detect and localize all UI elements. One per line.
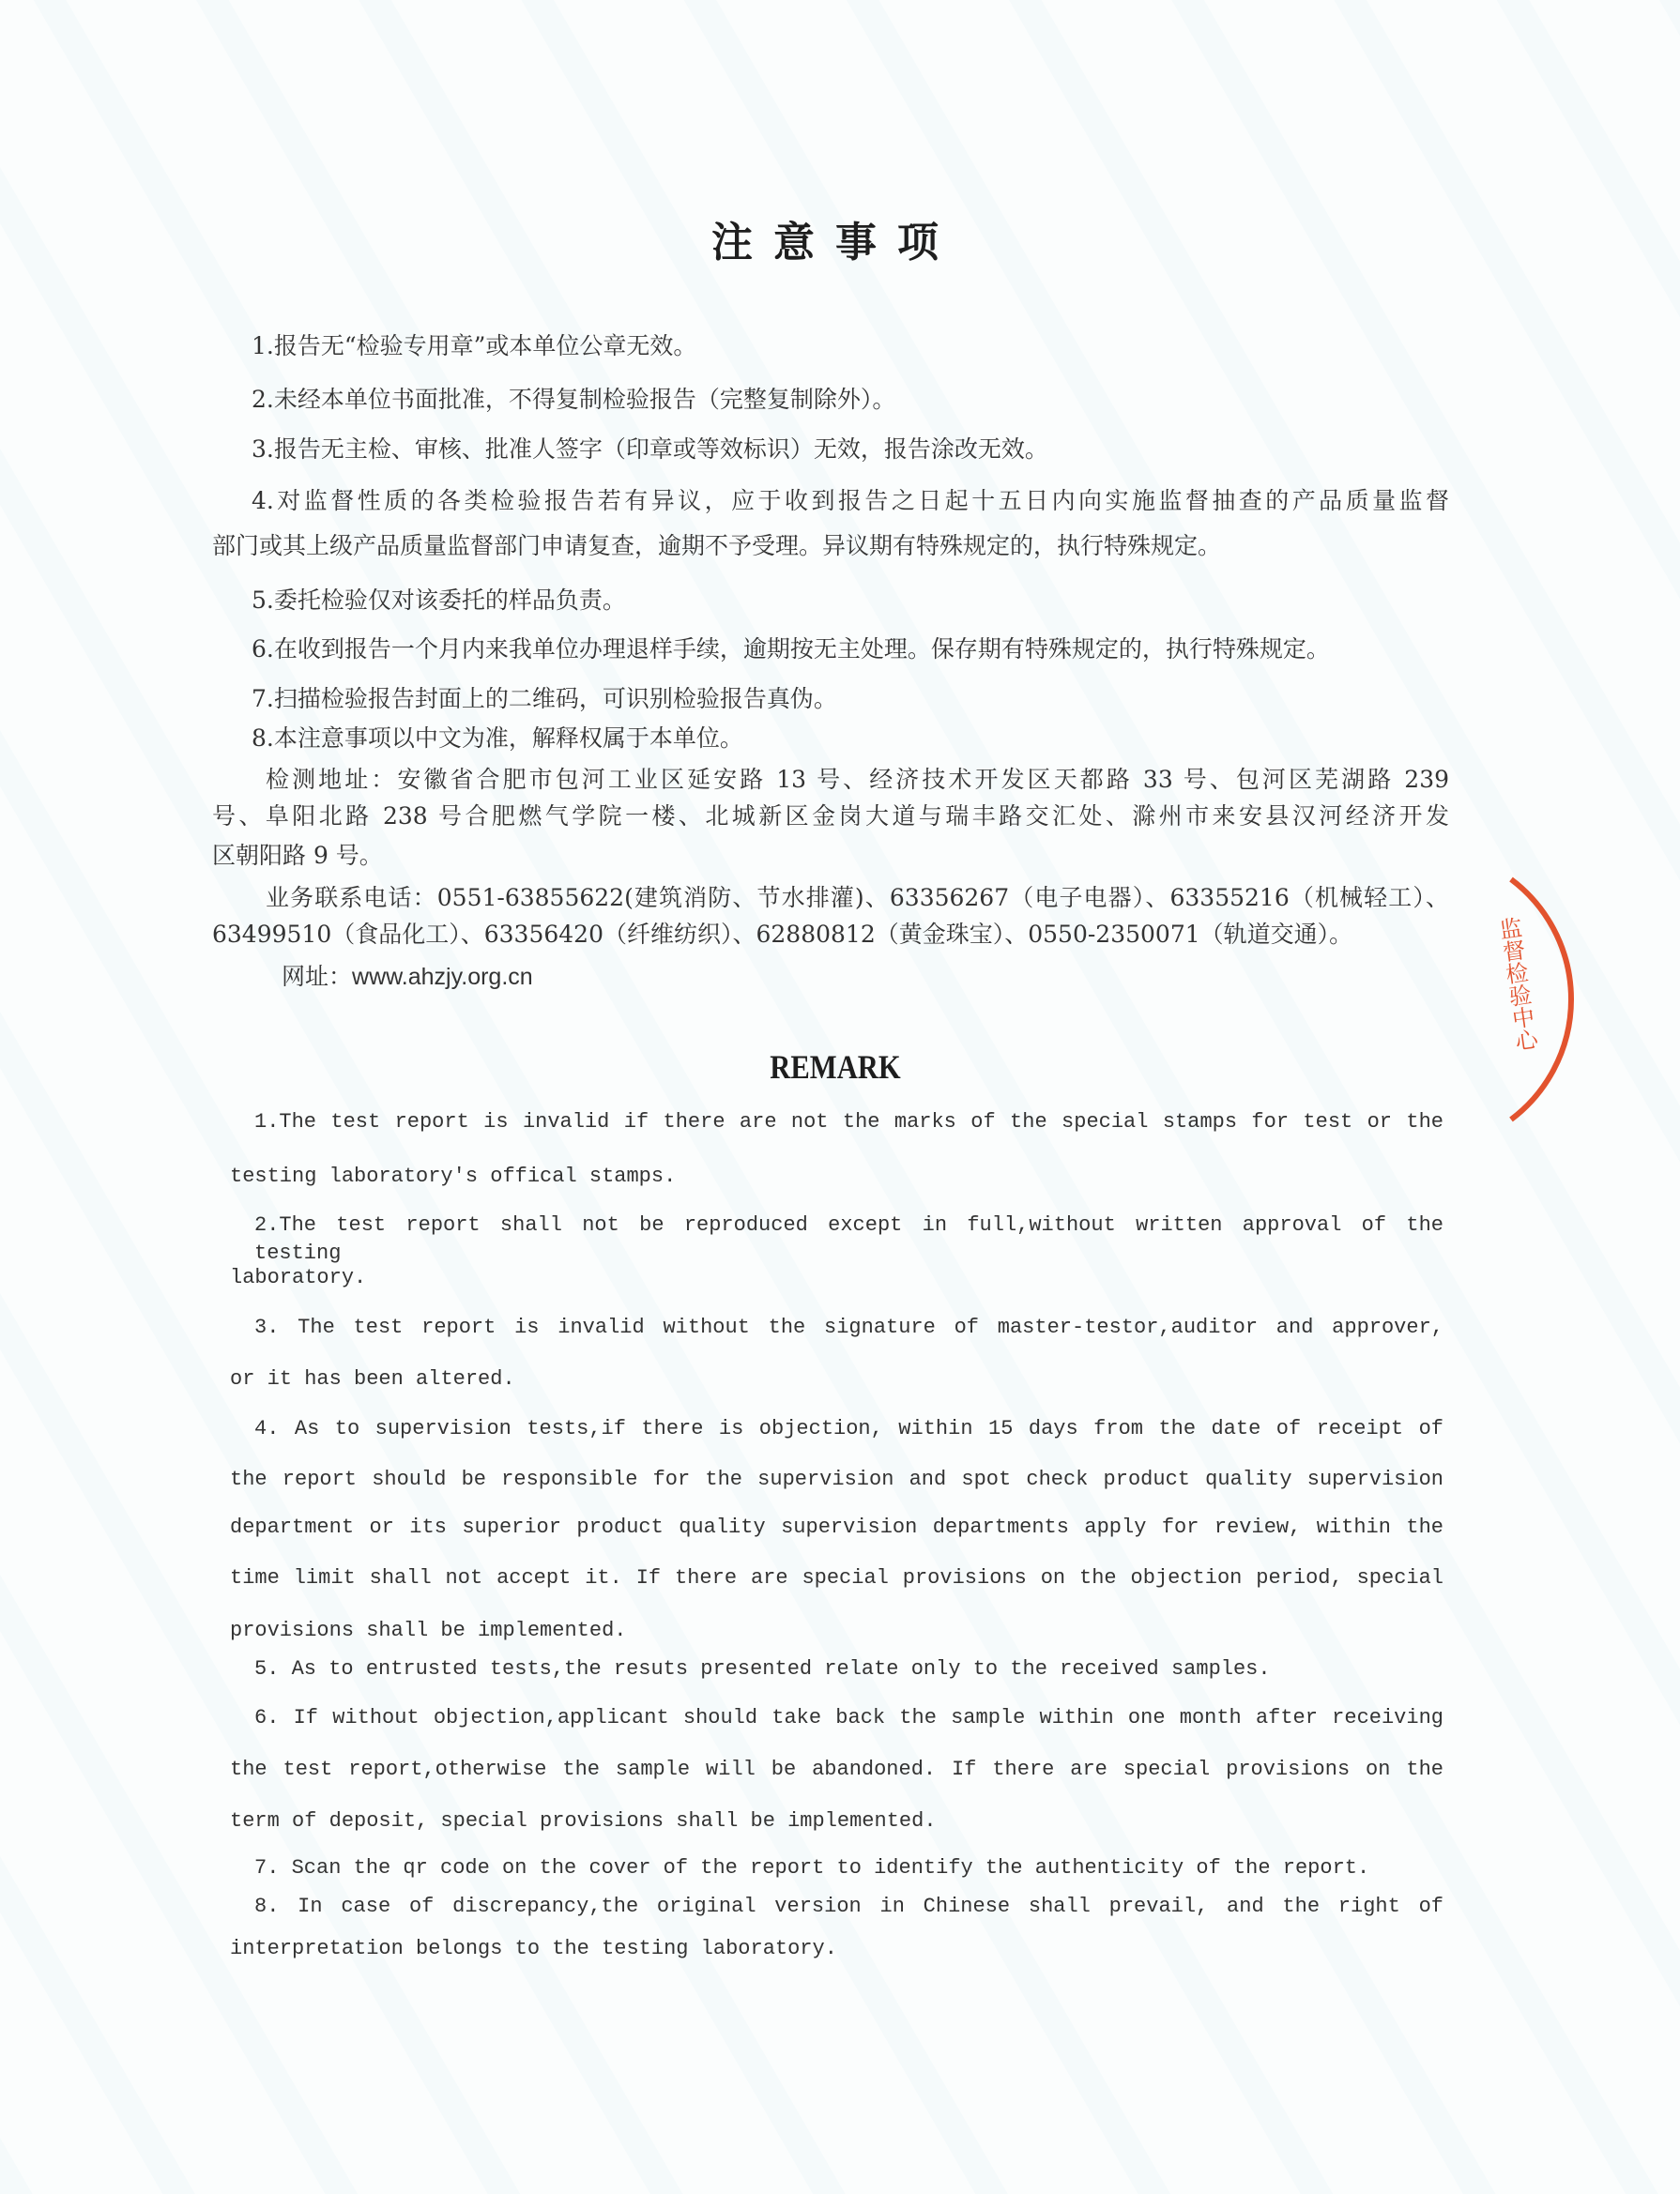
remark-item-line: department or its superior product quality supervision departments apply for review, within the bbox=[230, 1516, 1443, 1539]
notice-item-line: 8.本注意事项以中文为准，解释权属于本单位。 bbox=[252, 724, 743, 752]
remark-item-line: or it has been altered. bbox=[230, 1367, 515, 1391]
remark-item-line: 1.The test report is invalid if there are not the marks of the special stamps for test or the bbox=[254, 1110, 1443, 1134]
remark-item-line: time limit shall not accept it. If there are special provisions on the objection period, special bbox=[230, 1566, 1443, 1590]
address-line: 检测地址：安徽省合肥市包河工业区延安路 13 号、经济技术开发区天都路 33 号、包河区芜湖路 239 bbox=[266, 766, 1449, 793]
address-line: 区朝阳路 9 号。 bbox=[212, 842, 383, 869]
address-line: 号、阜阳北路 238 号合肥燃气学院一楼、北城新区金岗大道与瑞丰路交汇处、滁州市来安县汉河经济开发 bbox=[212, 802, 1449, 830]
notice-item-line: 部门或其上级产品质量监督部门申请复查，逾期不予受理。异议期有特殊规定的，执行特殊规定。 bbox=[212, 532, 1222, 559]
remark-item-line: interpretation belongs to the testing laboratory. bbox=[230, 1937, 837, 1960]
remark-title: REMARK bbox=[770, 1048, 901, 1086]
website-label: 网址： bbox=[282, 963, 353, 990]
notice-item-line: 4.对监督性质的各类检验报告若有异议，应于收到报告之日起十五日内向实施监督抽查的产品质量监督 bbox=[252, 487, 1449, 514]
remark-item-line: 5. As to entrusted tests,the resuts presented relate only to the received samples. bbox=[254, 1657, 1271, 1681]
notice-title: 注意事项 bbox=[711, 219, 959, 267]
remark-item-line: 6. If without objection,applicant should take back the sample within one month after receiving bbox=[254, 1706, 1443, 1729]
notice-item-line: 5.委托检验仅对该委托的样品负责。 bbox=[252, 587, 626, 614]
remark-item-line: 3. The test report is invalid without the signature of master-testor,auditor and approver, bbox=[254, 1316, 1443, 1339]
remark-item-line: term of deposit, special provisions shall be implemented. bbox=[230, 1809, 937, 1833]
notice-item-line: 1.报告无“检验专用章”或本单位公章无效。 bbox=[252, 332, 697, 359]
website-url[interactable]: www.ahzjy.org.cn bbox=[352, 964, 533, 990]
official-seal-stamp bbox=[1493, 868, 1680, 1131]
website-line bbox=[282, 961, 533, 993]
svg-text:监督检验中心: 监督检验中心 bbox=[1493, 915, 1539, 1054]
notice-item-line: 7.扫描检验报告封面上的二维码，可识别检验报告真伪。 bbox=[252, 685, 837, 712]
remark-item-line: provisions shall be implemented. bbox=[230, 1619, 627, 1642]
notice-item-line: 2.未经本单位书面批准，不得复制检验报告（完整复制除外）。 bbox=[252, 386, 896, 413]
remark-item-line: laboratory. bbox=[230, 1266, 367, 1289]
remark-item-line: testing laboratory's offical stamps. bbox=[230, 1165, 677, 1188]
notice-item-line: 3.报告无主检、审核、批准人签字（印章或等效标识）无效，报告涂改无效。 bbox=[252, 435, 1048, 463]
notice-item-line: 6.在收到报告一个月内来我单位办理退样手续，逾期按无主处理。保存期有特殊规定的，执行特殊规定。 bbox=[252, 635, 1330, 663]
phone-line: 63499510（食品化工）、63356420（纤维纺织）、62880812（黄金珠宝）、0550-2350071（轨道交通）。 bbox=[212, 921, 1353, 948]
remark-item-line: the report should be responsible for the supervision and spot check product quality supervision bbox=[230, 1468, 1443, 1491]
phone-line: 业务联系电话：0551-63855622(建筑消防、节水排灌)、63356267（电子电器）、63355216（机械轻工）、 bbox=[266, 884, 1449, 911]
remark-item-line: 4. As to supervision tests,if there is objection, within 15 days from the date of receipt of bbox=[254, 1417, 1443, 1440]
remark-item-line: the test report,otherwise the sample will be abandoned. If there are special provisions on the bbox=[230, 1758, 1443, 1781]
remark-item-line: 8. In case of discrepancy,the original version in Chinese shall prevail, and the right of bbox=[254, 1895, 1443, 1918]
remark-item-line: 7. Scan the qr code on the cover of the report to identify the authenticity of the report. bbox=[254, 1856, 1370, 1880]
remark-item-line: 2.The test report shall not be reproduced except in full,without written approval of the testing bbox=[254, 1213, 1443, 1265]
